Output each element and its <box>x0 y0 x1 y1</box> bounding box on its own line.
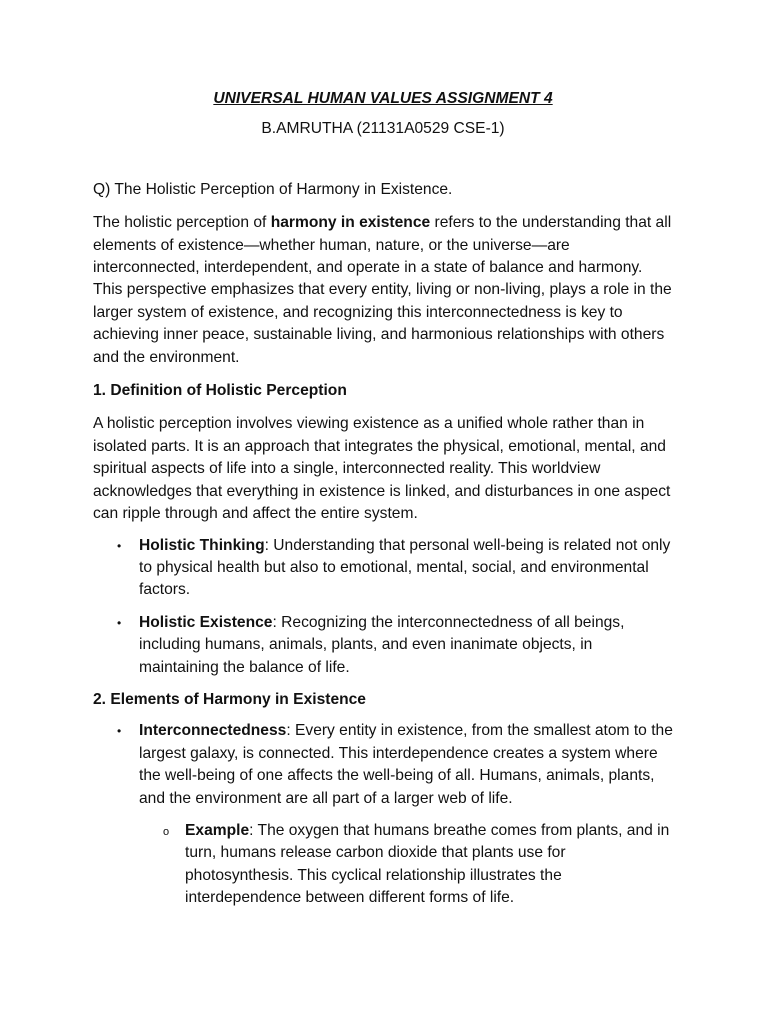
bullet-text: : Recognizing the interconnectedness of all beings, including humans, animals, plants, and even inanimate objects, in maintaining the balance of life. <box>139 613 625 676</box>
bullet-text: : Understanding that personal well-being is related not only to physical health but also to emotional, mental, social, and environmental factors. <box>139 536 671 599</box>
bullet-text: : Every entity in existence, from the smallest atom to the largest galaxy, is connected. This interdependence creates a system where the well-being of one affects the well-being of all. Humans, animals, plants, and the environment are all part of a larger web of life. <box>139 722 673 807</box>
document-title: UNIVERSAL HUMAN VALUES ASSIGNMENT 4 <box>213 90 553 107</box>
list-item <box>93 720 673 810</box>
section2-sub-bullet-list <box>93 820 673 910</box>
bullet-term: Interconnectedness <box>139 722 287 740</box>
bullet-marker: • <box>117 724 122 739</box>
author-line: B.AMRUTHA (21131A0529 CSE-1) <box>261 120 505 138</box>
sub-bullet-term: Example <box>185 821 250 839</box>
bullet-term: Holistic Thinking <box>139 536 265 554</box>
question-line: Q) The Holistic Perception of Harmony in Existence. <box>93 180 453 198</box>
sub-bullet-marker: o <box>163 825 170 838</box>
section1-paragraph: A holistic perception involves viewing existence as a unified whole rather than in isolated parts. It is an approach that integrates the physical, emotional, mental, and spiritual aspects of life into a single, interconnected reality. This worldview acknowledges that everything in existence is linked, and disturbances in one aspect can ripple through and affect the entire system. <box>93 415 671 523</box>
bullet-marker: • <box>117 615 122 630</box>
section2-heading: 2. Elements of Harmony in Existence <box>93 690 366 708</box>
list-item <box>93 820 673 910</box>
sub-bullet-text: : The oxygen that humans breathe comes from plants, and in turn, humans release carbon dioxide that plants use for photosynthesis. This cyclical relationship illustrates the interdependence between different forms of life. <box>185 821 670 907</box>
list-item <box>93 612 673 679</box>
bullet-term: Holistic Existence <box>139 613 273 631</box>
intro-text-rest: refers to the understanding that all elements of existence—whether human, nature, or the universe—are interconnected, interdependent, and operate in a state of balance and harmony. This perspective emphasizes that every entity, living or non-living, plays a role in the larger system of existence, and recognizing this interconnectedness is key to achieving inner peace, sustainable living, and harmonious relationships with others and the environment. <box>93 214 672 366</box>
section1-heading: 1. Definition of Holistic Perception <box>93 382 347 400</box>
list-item <box>93 535 673 602</box>
intro-bold-phrase: harmony in existence <box>270 214 431 232</box>
section2-bullet-list <box>93 720 673 810</box>
section1-bullet-list <box>93 535 673 679</box>
intro-text-start: The holistic perception of <box>93 214 271 232</box>
intro-paragraph <box>93 212 673 369</box>
bullet-marker: • <box>117 538 122 553</box>
document-body <box>93 88 673 918</box>
